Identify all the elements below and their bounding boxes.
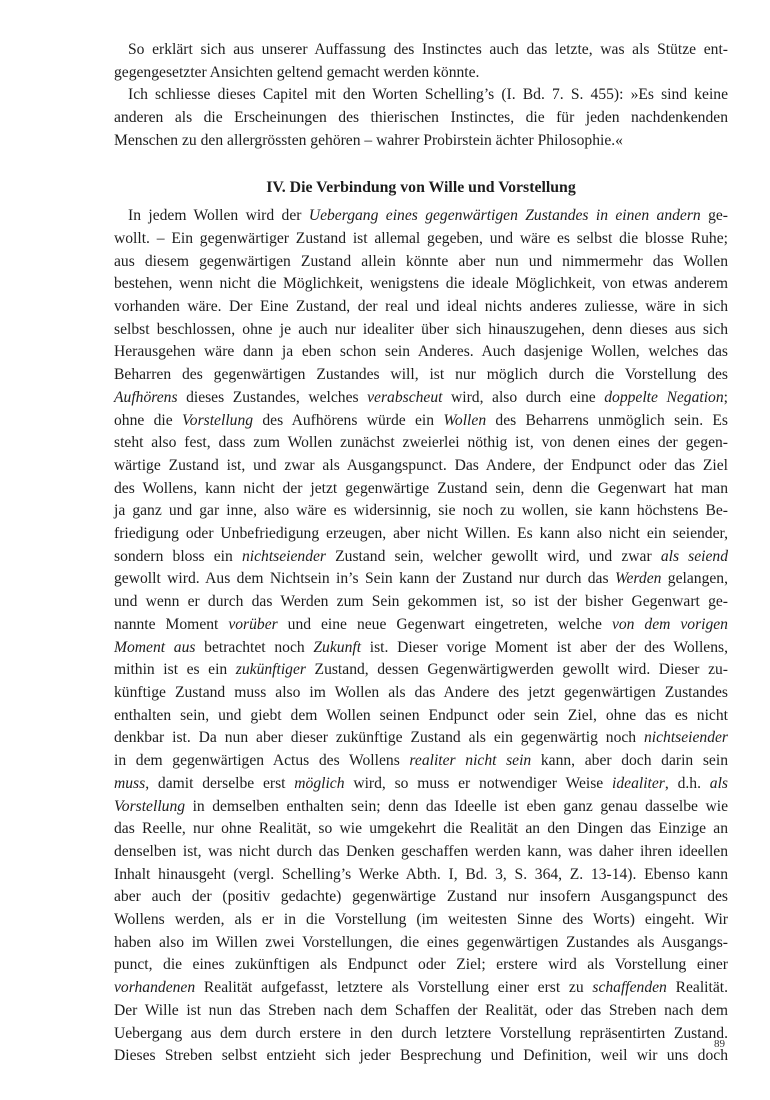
italic-text: idealiter	[612, 774, 665, 792]
text-run: haben also im Willen zwei Vorstellungen, die eines gegenwärtigen Zustandes als Ausgangs-	[114, 933, 728, 951]
text-run: Wollens werden, als er in die Vorstellung (im weitesten Sinne des Worts) eingeht. Wir	[114, 911, 728, 929]
text-run: das Reelle, nur ohne Realität, so wie umgekehrt die Realität an den Dingen das Einzige an	[114, 820, 728, 838]
text-line	[114, 727, 728, 750]
text-line	[114, 478, 728, 501]
text-line	[114, 387, 728, 410]
italic-text: Vorstellung	[182, 411, 254, 429]
text-run: betrachtet noch	[195, 638, 314, 656]
text-line	[114, 909, 728, 932]
text-line	[114, 432, 728, 455]
paragraph-will-and-representation	[114, 205, 728, 1068]
text-line	[114, 546, 728, 569]
italic-text: muss	[114, 774, 146, 792]
page-number: 89	[714, 1038, 725, 1050]
text-line	[114, 1045, 728, 1068]
text-line	[114, 773, 728, 796]
paragraph-instinct-conclusion	[114, 39, 728, 84]
italic-text: Aufhörens	[114, 388, 178, 406]
text-line: gegengesetzter Ansichten geltend gemacht werden könnte.	[114, 63, 480, 81]
text-run: sondern bloss ein	[114, 547, 242, 565]
section-heading: IV. Die Verbindung von Wille und Vorstellung	[266, 178, 576, 196]
text-run: , damit derselbe erst	[145, 774, 295, 792]
text-run: ;	[723, 388, 728, 406]
text-run: des Wollens, kann nicht der jetzt gegenwärtige Zustand sein, denn die Gegenwart hat man	[114, 479, 728, 497]
text-line	[114, 886, 728, 909]
text-line	[114, 796, 728, 819]
text-line	[114, 977, 728, 1000]
text-run: gewollt wird. Aus dem Nichtsein in’s Sein kann der Zustand nur durch das	[114, 570, 615, 588]
text-run: gelangen,	[661, 570, 728, 588]
text-line	[114, 637, 728, 660]
text-run: punct, die eines zukünftigen als Endpunct oder Ziel; erstere wird als Vorstellung einer	[114, 956, 728, 974]
text-line	[114, 659, 728, 682]
text-run: , d.h.	[664, 774, 710, 792]
text-run: des Aufhörens würde ein	[253, 411, 444, 429]
italic-text: Werden	[614, 570, 662, 588]
text-line	[114, 523, 728, 546]
text-line	[114, 251, 728, 274]
paragraph-schelling-quote	[114, 84, 728, 152]
text-run: wird, also durch eine	[442, 388, 605, 406]
text-line: Menschen zu den allergrössten gehören – wahrer Probirstein ächter Philosophie.«	[114, 131, 623, 149]
text-run: selbst beschlossen, ohne je auch nur idealiter über sich hinauszugehen, denn dieses aus sich	[114, 320, 728, 338]
text-run: dieses Zustandes, welches	[177, 388, 368, 406]
text-run: wollt. – Ein gegenwärtiger Zustand ist allemal gegeben, und wäre es selbst die blosse Ruhe;	[114, 229, 728, 247]
text-run: Dieses Streben selbst entzieht sich jeder Besprechung und Definition, weil wir uns doch	[114, 1047, 728, 1065]
text-run: Realität aufgefasst, letztere als Vorstellung einer erst zu	[195, 979, 593, 997]
text-run: friedigung oder Unbefriedigung erzeugen, aber nicht Willen. Es kann also nicht ein seiender,	[114, 525, 728, 543]
text-run: Herausgehen wäre dann ja eben schon sein Anderes. Auch dasjenige Wollen, welches das	[114, 343, 728, 361]
text-line	[114, 364, 728, 387]
text-line	[114, 864, 728, 887]
text-run: Uebergang aus dem durch erstere in den durch letztere Vorstellung repräsentirten Zustand.	[114, 1024, 728, 1042]
text-line	[114, 319, 728, 342]
text-line	[114, 614, 728, 637]
italic-text: nichtseiender	[241, 547, 326, 565]
text-run: In jedem Wollen wird der	[128, 207, 309, 225]
italic-text: als	[709, 774, 728, 792]
italic-text: vorhandenen	[114, 979, 196, 997]
text-line	[114, 1023, 728, 1046]
text-run: ja ganz und gar inne, also wäre es widersinnig, sie noch zu wollen, sie kann höchstens Be-	[114, 502, 728, 520]
text-run: ist. Dieser vorige Moment ist aber der des Wollens,	[361, 638, 728, 656]
text-line: anderen als die Erscheinungen des thierischen Instinctes, die für jeden nachdenkenden	[114, 109, 728, 127]
italic-text: von dem vorigen	[611, 615, 728, 633]
italic-text: realiter nicht sein	[409, 752, 532, 770]
text-run: steht also fest, dass zum Wollen zunächst zweierlei nöthig ist, von denen eines der gegen-	[114, 434, 728, 452]
text-run: kann, aber doch darin sein	[531, 752, 728, 770]
text-line	[114, 954, 728, 977]
text-run: Zustand sein, welcher gewollt wird, und zwar	[325, 547, 661, 565]
text-run: in dem gegenwärtigen Actus des Wollens	[114, 752, 410, 770]
italic-text: Uebergang eines gegenwärtigen Zustandes in einen andern	[308, 207, 701, 225]
text-line	[114, 228, 728, 251]
text-run: denkbar ist. Da nun aber dieser zukünftige Zustand als ein gegenwärtig noch	[114, 729, 644, 747]
text-run: aus diesem gegenwärtigen Zustand allein könnte aber nun und nimmermehr das Wollen	[114, 252, 728, 270]
italic-text: Zukunft	[313, 638, 362, 656]
italic-text: vorüber	[228, 615, 278, 633]
text-run: Beharren des gegenwärtigen Zustandes will, ist nur möglich durch die Vorstellung des	[114, 366, 728, 384]
text-line	[114, 1000, 728, 1023]
text-run: ge-	[700, 207, 728, 225]
text-line: Ich schliesse dieses Capitel mit den Worten Schelling’s (I. Bd. 7. S. 455): »Es sind keine	[128, 86, 728, 104]
italic-text: schaffenden	[592, 979, 667, 997]
text-run: denselben ist, was nicht durch das Denken geschaffen werden kann, was daher ihren ideellen	[114, 842, 728, 860]
page-body	[114, 39, 728, 1068]
text-run: und wenn er durch das Werden zum Sein gekommen ist, so ist der bisher Gegenwart ge-	[114, 593, 728, 611]
text-run: bestehen, wenn nicht die Möglichkeit, wenigstens die ideale Möglichkeit, von etwas anderem	[114, 275, 728, 293]
text-run: und eine neue Gegenwart eingetreten, welche	[277, 615, 612, 633]
text-line	[114, 841, 728, 864]
text-run: enthalten sein, und giebt dem Wollen seinen Endpunct oder sein Ziel, ohne das es nicht	[114, 706, 728, 724]
text-run: des Beharrens unmöglich sein. Es	[486, 411, 728, 429]
text-run: wird, so muss er notwendiger Weise	[344, 774, 613, 792]
text-run: mithin ist es ein	[114, 661, 236, 679]
italic-text: Wollen	[443, 411, 487, 429]
text-run: Zustand, dessen Gegenwärtigwerden gewollt wird. Dieser zu-	[305, 661, 728, 679]
text-run: wärtige Zustand ist, und zwar als Ausgangspunct. Das Andere, der Endpunct oder das Ziel	[114, 456, 728, 474]
text-run: künftige Zustand muss also im Wollen als das Andere des jetzt gegenwärtigen Zustandes	[114, 683, 728, 701]
text-line	[114, 682, 728, 705]
text-line	[114, 296, 728, 319]
text-run: ohne die	[114, 411, 182, 429]
text-line	[114, 705, 728, 728]
italic-text: nichtseiender	[643, 729, 728, 747]
text-run: Inhalt hinausgeht (vergl. Schelling’s Werke Abth. I, Bd. 3, S. 364, Z. 13-14). Ebenso kann	[114, 865, 728, 883]
italic-text: zukünftiger	[235, 661, 306, 679]
italic-text: Vorstellung	[114, 797, 186, 815]
text-line	[114, 410, 728, 433]
text-line	[114, 273, 728, 296]
italic-text: doppelte Negation	[604, 388, 724, 406]
italic-text: als seiend	[660, 547, 729, 565]
text-line	[114, 205, 728, 228]
italic-text: verabscheut	[367, 388, 443, 406]
text-run: Realität.	[666, 979, 728, 997]
text-line	[114, 750, 728, 773]
text-run: Der Wille ist nun das Streben nach dem Schaffen der Realität, oder das Streben nach dem	[114, 1001, 728, 1019]
text-line	[114, 932, 728, 955]
text-line	[114, 500, 728, 523]
text-run: vorhanden wäre. Der Eine Zustand, der real und ideal nichts anderes zuliesse, wäre in sich	[114, 298, 728, 316]
text-line	[114, 818, 728, 841]
text-line	[114, 591, 728, 614]
italic-text: Moment aus	[114, 638, 196, 656]
text-line: So erklärt sich aus unserer Auffassung des Instinctes auch das letzte, was als Stütze ent-	[128, 41, 728, 58]
text-line	[114, 568, 728, 591]
text-line	[114, 341, 728, 364]
text-run: aber auch der (positiv gedachte) gegenwärtige Zustand nur insofern Ausgangspunct des	[114, 888, 728, 906]
italic-text: möglich	[294, 774, 345, 792]
text-run: nannte Moment	[114, 615, 229, 633]
text-run: in demselben enthalten sein; denn das Ideelle ist eben ganz genau dasselbe wie	[185, 797, 728, 815]
text-line	[114, 455, 728, 478]
